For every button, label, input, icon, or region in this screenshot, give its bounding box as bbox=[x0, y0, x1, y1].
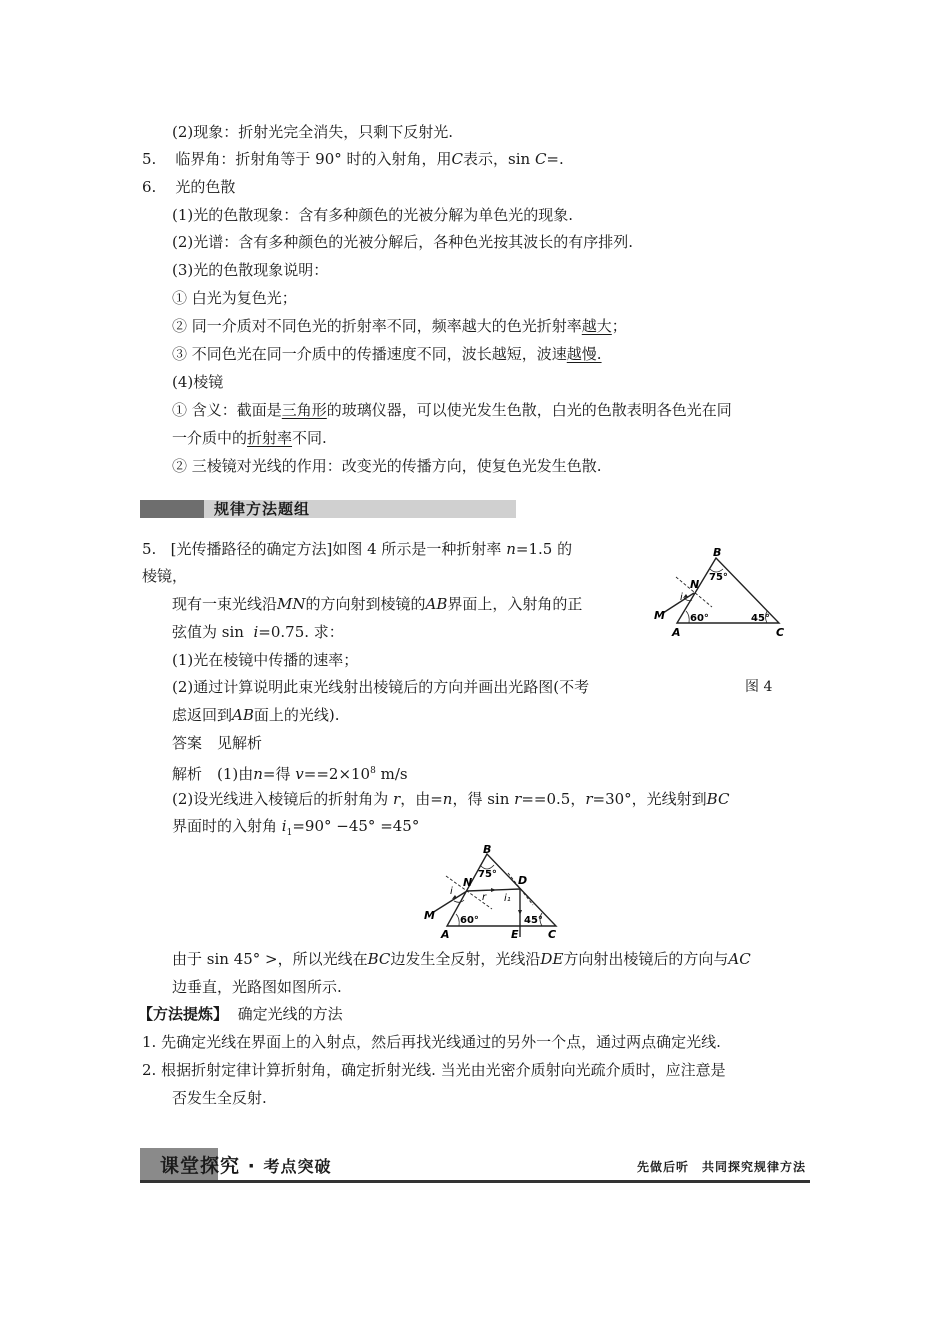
variable: n bbox=[253, 765, 263, 783]
text-line bbox=[172, 343, 602, 365]
ray-arrowhead bbox=[518, 910, 522, 915]
ray-arrowhead bbox=[491, 888, 496, 892]
solution-line bbox=[172, 815, 419, 844]
subscript: 1 bbox=[286, 828, 293, 838]
variable: r bbox=[585, 790, 593, 808]
text-span: 一介质中的 bbox=[172, 429, 248, 447]
angle-label-r: r bbox=[482, 892, 487, 903]
section-header bbox=[140, 500, 516, 518]
text-line bbox=[142, 538, 572, 560]
point-label-N: N bbox=[463, 876, 473, 889]
vertex-label-C: C bbox=[548, 928, 557, 939]
text-line: (1)光在棱镜中传播的速率； bbox=[172, 651, 359, 669]
vertex-label-A: A bbox=[441, 928, 450, 939]
text-span: 虑返回到 bbox=[172, 706, 233, 724]
text-span: [光传播路径的确定方法]如图 4 所示是一种折射率 bbox=[170, 540, 502, 558]
text-span: 现有一束光线沿 bbox=[172, 595, 278, 613]
angle-label-C: 45° bbox=[524, 915, 543, 926]
text-span: ==2×10 bbox=[303, 765, 371, 783]
text-span: 的方向射到棱镜的 bbox=[305, 595, 426, 613]
text-line: 棱镜， bbox=[142, 567, 188, 585]
text-span: =90° −45° =45° bbox=[292, 817, 420, 835]
text-line: (2)通过计算说明此束光线射出棱镜后的方向并画出光路图(不考 bbox=[172, 678, 590, 696]
text-line bbox=[142, 176, 235, 198]
variable: r bbox=[393, 790, 401, 808]
text-span: 根据折射定律计算折射角，确定折射光线. 当光由光密介质射向光疏介质时，应注意是 bbox=[161, 1061, 726, 1079]
text-span: 的玻璃仪器，可以使光发生色散，白光的色散表明各色光在同 bbox=[326, 401, 732, 419]
text-span: m/s bbox=[375, 765, 408, 783]
variable: n bbox=[442, 790, 453, 808]
figure-4-prism-diagram bbox=[650, 545, 790, 645]
text-span: 面上的光线). bbox=[253, 706, 340, 724]
text-line: (3)光的色散现象说明： bbox=[172, 261, 329, 279]
section-banner bbox=[140, 1148, 810, 1184]
text-span: =. bbox=[546, 150, 564, 168]
method-item bbox=[142, 1059, 726, 1081]
point-label-M: M bbox=[654, 609, 665, 622]
point-label-N: N bbox=[690, 578, 700, 591]
angle-arc bbox=[454, 900, 464, 902]
vertex-label-B: B bbox=[483, 843, 492, 856]
text-span: 界面时的入射角 bbox=[172, 817, 278, 835]
text-span: 解析 (1)由 bbox=[172, 765, 254, 783]
method-label: 【方法提炼】 bbox=[138, 1005, 229, 1023]
variable: AC bbox=[728, 950, 751, 968]
text-line: 否发生全反射. bbox=[172, 1089, 267, 1107]
angle-label-i: i bbox=[680, 592, 683, 603]
banner-subtitle: 考点突破 bbox=[263, 1157, 332, 1176]
vertex-label-B: B bbox=[713, 546, 722, 559]
angle-label-B: 75° bbox=[709, 572, 728, 583]
banner-rule bbox=[140, 1180, 810, 1183]
angle-label-C: 45° bbox=[751, 613, 770, 624]
angle-label-i1: i₁ bbox=[504, 893, 511, 904]
text-span: =1.5 的 bbox=[515, 540, 573, 558]
solution-line bbox=[172, 788, 729, 810]
point-label-E: E bbox=[511, 928, 519, 939]
method-item bbox=[142, 1031, 721, 1053]
text-span: ，由= bbox=[400, 790, 443, 808]
variable: n bbox=[506, 540, 516, 558]
variable: BC bbox=[367, 950, 391, 968]
variable: C bbox=[534, 150, 547, 168]
text-line: (1)光的色散现象：含有多种颜色的光被分解为单色光的现象. bbox=[172, 206, 574, 224]
text-line bbox=[172, 315, 627, 337]
angle-arc bbox=[456, 914, 459, 926]
banner-separator: · bbox=[247, 1155, 256, 1177]
method-title: 确定光线的方法 bbox=[237, 1005, 343, 1023]
text-line bbox=[142, 148, 564, 170]
text-span: ==0.5， bbox=[521, 790, 586, 808]
figure-caption: 图 4 bbox=[745, 679, 773, 695]
text-span: 临界角：折射角等于 90° 时的入射角，用 bbox=[175, 150, 452, 168]
text-span: 光的色散 bbox=[175, 178, 236, 196]
text-span: =0.75. 求： bbox=[258, 623, 344, 641]
text-span: 由于 sin 45° >，所以光线在 bbox=[172, 950, 368, 968]
text-line bbox=[172, 399, 732, 421]
point-label-M: M bbox=[424, 909, 435, 922]
vertex-label-A: A bbox=[672, 626, 681, 639]
variable: DE bbox=[540, 950, 564, 968]
angle-arc bbox=[686, 611, 689, 623]
text-span: 不同. bbox=[292, 429, 327, 447]
text-span: ② 同一介质对不同色光的折射率不同，频率越大的色光折射率 bbox=[172, 317, 582, 335]
text-span: 界面上，入射角的正 bbox=[447, 595, 583, 613]
text-line bbox=[172, 621, 344, 643]
text-span: (2)设光线进入棱镜后的折射角为 bbox=[172, 790, 389, 808]
variable: AB bbox=[425, 595, 448, 613]
text-line: (2)光谱：含有多种颜色的光被分解后，各种色光按其波长的有序排列. bbox=[172, 233, 634, 251]
vertex-label-C: C bbox=[776, 626, 785, 639]
text-span: ，得 sin bbox=[452, 790, 510, 808]
text-span: =得 bbox=[262, 765, 291, 783]
text-span: ① 含义：截面是 bbox=[172, 401, 282, 419]
variable: AB bbox=[232, 706, 254, 724]
section-header-bar bbox=[140, 500, 204, 518]
solution-line: 边垂直，光路图如图所示. bbox=[172, 978, 342, 996]
item-number: 1. bbox=[142, 1033, 157, 1051]
text-span: 方向射出棱镜后的方向与 bbox=[563, 950, 729, 968]
variable: C bbox=[451, 150, 463, 168]
text-line: ② 三棱镜对光线的作用：改变光的传播方向，使复色光发生色散. bbox=[172, 457, 602, 475]
text-span: ； bbox=[611, 317, 627, 335]
text-span: =30°，光线射到 bbox=[592, 790, 707, 808]
variable: i bbox=[253, 623, 259, 641]
banner-title-main: 课堂探究 bbox=[160, 1155, 241, 1177]
text-line bbox=[172, 427, 327, 449]
variable: i bbox=[281, 817, 287, 835]
text-span: 弦值为 sin bbox=[172, 623, 244, 641]
item-number: 5. bbox=[142, 150, 157, 168]
banner-tagline: 先做后听 共同探究规律方法 bbox=[636, 1160, 806, 1174]
underlined-answer: 三角形 bbox=[281, 401, 327, 419]
text-span: 表示，sin bbox=[463, 150, 531, 168]
underlined-answer: 越慢. bbox=[566, 345, 602, 363]
underlined-answer: 折射率 bbox=[247, 429, 293, 447]
variable: BC bbox=[706, 790, 730, 808]
variable: r bbox=[514, 790, 522, 808]
answer-line: 答案 见解析 bbox=[172, 734, 263, 752]
text-line: (4)棱镜 bbox=[172, 373, 224, 391]
point-label-D: D bbox=[518, 874, 528, 887]
angle-label-A: 60° bbox=[460, 915, 479, 926]
text-line bbox=[172, 593, 582, 615]
text-span: 边发生全反射，光线沿 bbox=[390, 950, 541, 968]
section-title: 规律方法题组 bbox=[214, 500, 311, 518]
variable: MN bbox=[277, 595, 306, 613]
solution-light-path-diagram bbox=[420, 843, 560, 939]
solution-line bbox=[172, 760, 408, 785]
text-line bbox=[172, 704, 340, 726]
item-number: 5. bbox=[142, 540, 157, 558]
angle-label-B: 75° bbox=[478, 869, 497, 880]
variable: v bbox=[295, 765, 304, 783]
text-span: ③ 不同色光在同一介质中的传播速度不同，波长越短，波速 bbox=[172, 345, 567, 363]
solution-line bbox=[172, 948, 751, 970]
superscript: 8 bbox=[370, 766, 376, 776]
angle-label-i: i bbox=[450, 886, 453, 897]
angle-label-A: 60° bbox=[690, 613, 709, 624]
item-number: 2. bbox=[142, 1061, 157, 1079]
text-line: ① 白光为复色光； bbox=[172, 289, 297, 307]
banner-title bbox=[160, 1151, 332, 1178]
underlined-answer: 越大 bbox=[581, 317, 612, 335]
text-line: (2)现象：折射光完全消失，只剩下反射光. bbox=[172, 123, 454, 141]
method-heading bbox=[138, 1003, 343, 1025]
item-number: 6. bbox=[142, 178, 157, 196]
text-span: 先确定光线在界面上的入射点，然后再找光线通过的另外一个点，通过两点确定光线. bbox=[161, 1033, 721, 1051]
